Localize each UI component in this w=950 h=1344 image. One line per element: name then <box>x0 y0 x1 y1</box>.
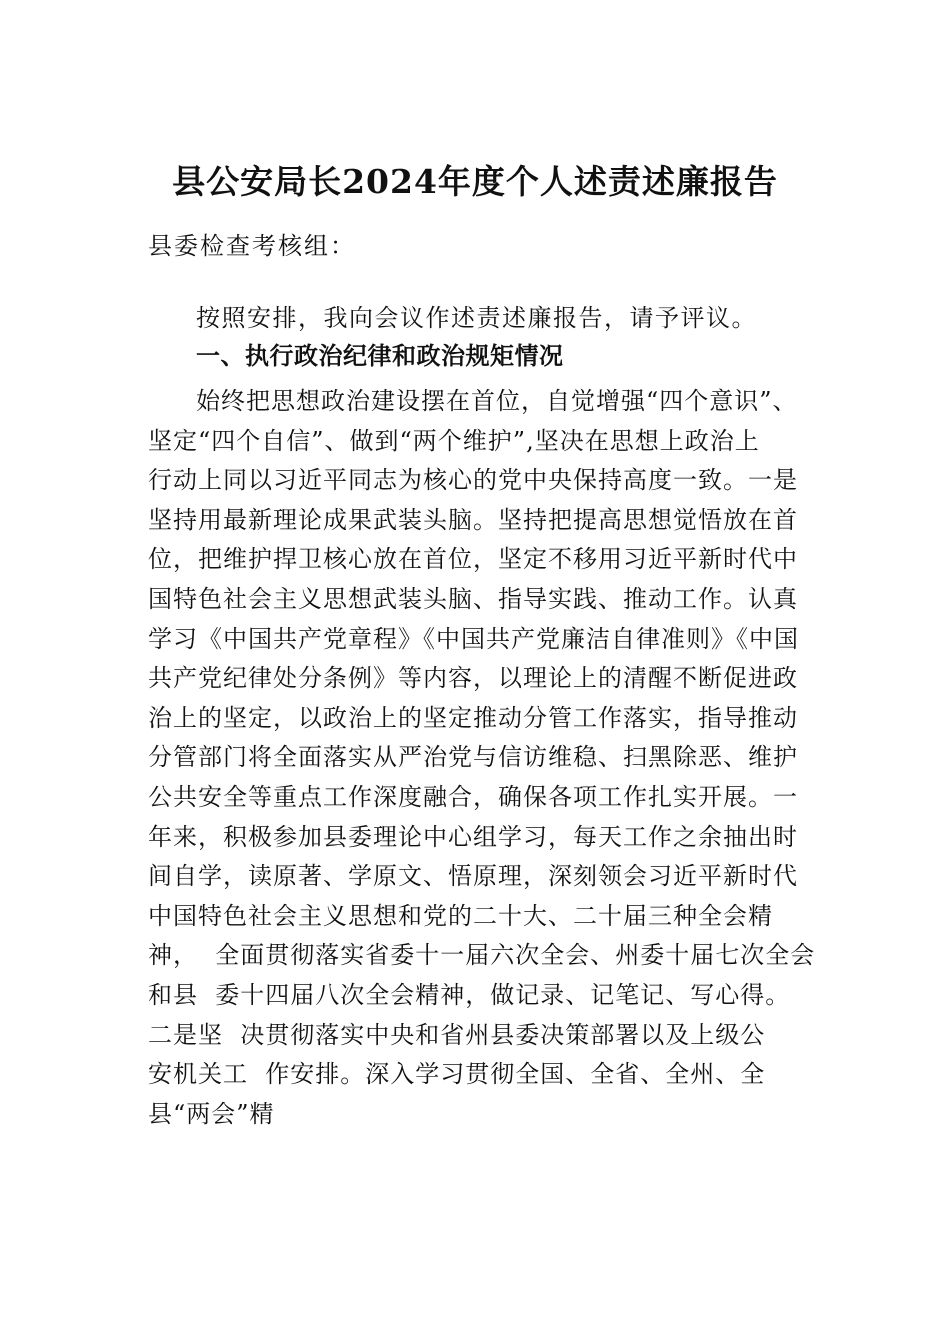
body-line: 二是坚 决贯彻落实中央和省州县委决策部署以及上级公 <box>148 1020 766 1049</box>
body-line: 位，把维护捍卫核心放在首位，坚定不移用习近平新时代中 <box>148 545 798 574</box>
body-line: 中国特色社会主义思想和党的二十大、二十届三种全会精 <box>148 901 773 930</box>
body-line: 间自学，读原著、学原文、悟原理，深刻领会习近平新时代 <box>148 862 798 891</box>
body-line: 治上的坚定，以政治上的坚定推动分管工作落实，指导推动 <box>148 703 798 732</box>
salutation: 县委检查考核组： <box>148 232 356 260</box>
body-line: 安机关工 作安排。深入学习贯彻全国、全省、全州、全 <box>148 1060 766 1089</box>
section-heading-1: 一、执行政治纪律和政治规矩情况 <box>196 342 564 370</box>
body-line: 年来，积极参加县委理论中心组学习，每天工作之余抽出时 <box>148 822 798 851</box>
body-line: 分管部门将全面落实从严治党与信访维稳、扫黑除恶、维护 <box>148 743 798 772</box>
body-line: 共产党纪律处分条例》等内容，以理论上的清醒不断促进政 <box>148 664 798 693</box>
body-line: 始终把思想政治建设摆在首位，自觉增强“四个意识”、 <box>196 387 798 415</box>
body-line: 坚定“四个自信”、做到“两个维护”,坚决在思想上政治上 <box>148 426 760 455</box>
body-line: 学习《中国共产党章程》《中国共产党廉洁自律准则》《中国 <box>148 624 799 653</box>
body-line: 公共安全等重点工作深度融合，确保各项工作扎实开展。一 <box>148 782 798 811</box>
body-line: 国特色社会主义思想武装头脑、指导实践、推动工作。认真 <box>148 584 798 613</box>
document-title: 县公安局长2024年度个人述责述廉报告 <box>172 162 778 201</box>
body-line: 行动上同以习近平同志为核心的党中央保持高度一致。一是 <box>148 466 798 495</box>
intro-paragraph: 按照安排，我向会议作述责述廉报告，请予评议。 <box>196 304 757 332</box>
body-line: 神， 全面贯彻落实省委十一届六次全会、州委十届七次全会 <box>148 941 816 970</box>
body-paragraph <box>148 382 828 1134</box>
body-line: 县“两会”精 <box>148 1099 275 1128</box>
body-line: 和县 委十四届八次全会精神，做记录、记笔记、写心得。 <box>148 980 791 1009</box>
body-line: 坚持用最新理论成果武装头脑。坚持把提高思想觉悟放在首 <box>148 505 798 534</box>
